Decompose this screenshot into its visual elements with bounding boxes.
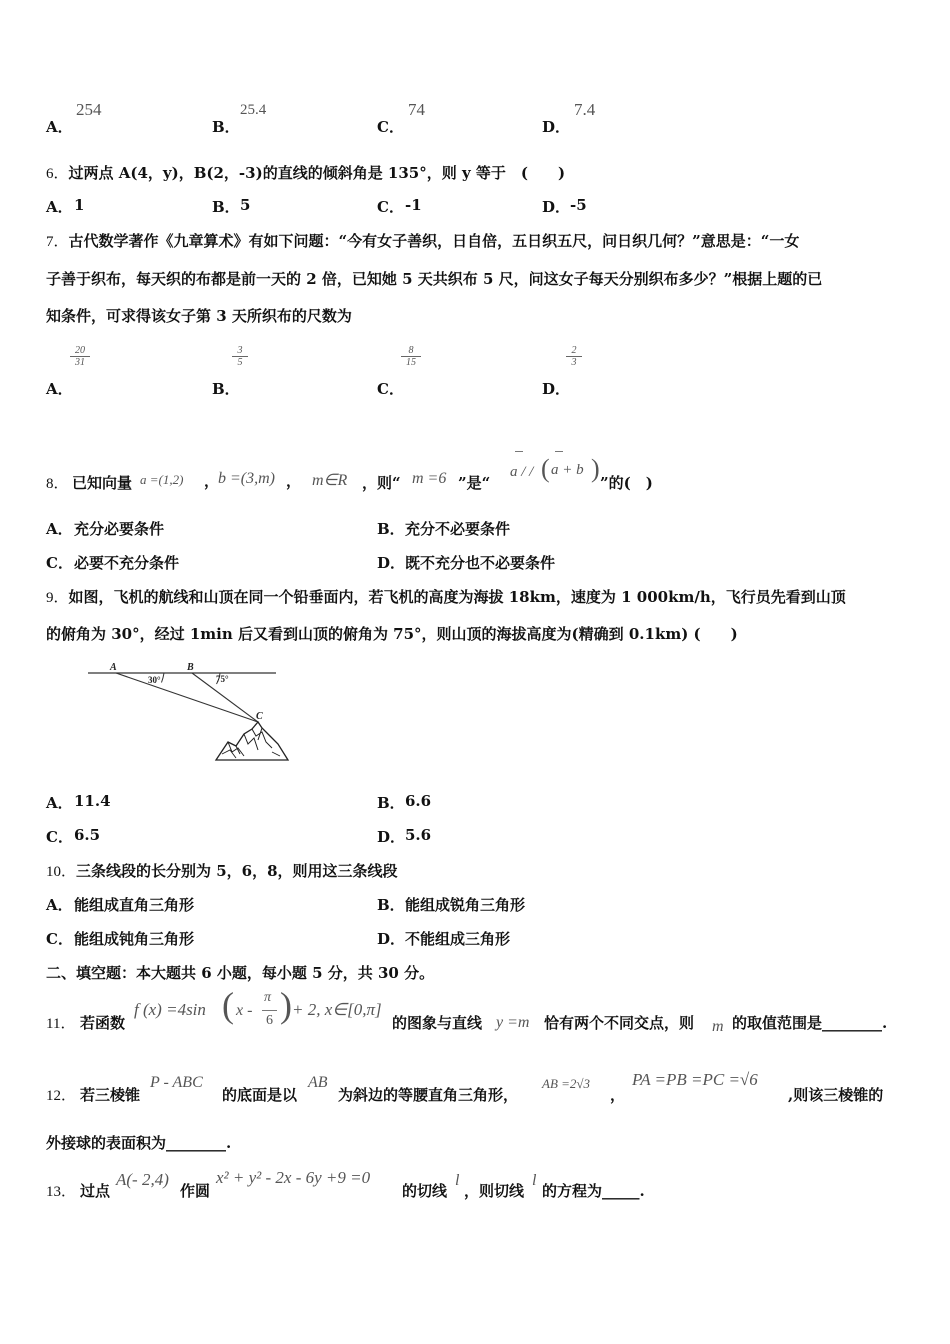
q10-number: 10． [46, 864, 77, 880]
q13-text-1: 过点 [80, 1182, 111, 1200]
q12-text-3: 为斜边的等腰直角三角形， [338, 1086, 519, 1104]
label-a: A [110, 662, 117, 673]
q6-option-a-label: A． [46, 198, 73, 216]
denominator: 3 [571, 357, 577, 368]
q9-option-a-text: 11.4 [74, 792, 111, 810]
q11-function: f (x) =4sin [134, 1000, 206, 1019]
q10-option-c-label: C． [46, 930, 73, 948]
comma: ， [204, 472, 220, 490]
q5-option-a-label: A． [46, 118, 73, 136]
q7-option-c-fraction [401, 345, 421, 369]
q10-text: 三条线段的长分别为 5，6，8，则用这三条线段 [76, 862, 398, 880]
q6-option-a-text: 1 [74, 196, 85, 214]
q10-option-a-text: 能组成直角三角形 [74, 896, 195, 914]
q8-overbar-a [515, 451, 523, 452]
q11-text-3: 恰有两个不同交点，则 [544, 1014, 695, 1032]
q8-option-b-label: B． [377, 520, 405, 538]
q8-text-1: 已知向量 [72, 474, 133, 492]
numerator: 8 [401, 345, 421, 357]
q5-option-c-value: 74 [408, 100, 425, 119]
q11-paren-right: ) [280, 985, 292, 1025]
q10-stem [46, 860, 398, 881]
q8-paren-right: ) [591, 454, 600, 483]
q9-option-d-text: 5.6 [405, 826, 432, 844]
q9-option-c-label: C． [46, 828, 73, 846]
q9-stem-line-1 [46, 586, 846, 607]
q10-option-d-text: 不能组成三角形 [405, 930, 511, 948]
q13-number: 13． [46, 1184, 77, 1200]
q7-option-b-fraction [232, 345, 248, 369]
q10-option-b-text: 能组成锐角三角形 [405, 896, 526, 914]
q5-option-b-value: 25.4 [240, 102, 267, 118]
section-heading-fill-in: 二、填空题：本大题共 6 小题，每小题 5 分，共 30 分。 [46, 964, 435, 982]
q13-circle-equation: x² + y² - 2x - 6y +9 =0 [216, 1168, 371, 1187]
q7-option-b-label: B． [212, 380, 240, 398]
q8-option-c-label: C． [46, 554, 73, 572]
q8-number: 8． [46, 476, 69, 492]
q8-vector-b: b =(3,m) [218, 470, 276, 487]
label-b: B [187, 662, 194, 673]
q6-option-d-label: D． [542, 198, 571, 216]
denominator: 31 [75, 357, 85, 368]
q9-number: 9． [46, 590, 69, 606]
q10-option-b-label: B． [377, 896, 405, 914]
q5-option-c-label: C． [377, 118, 404, 136]
q13-l-1: l [455, 1172, 460, 1189]
q8-option-d-label: D． [377, 554, 406, 572]
q8-text-4: ”的( ) [600, 474, 653, 492]
angle-arc-30 [162, 673, 165, 683]
sightline-a [116, 673, 258, 722]
q6-option-d-text: -5 [570, 196, 587, 214]
q11-fraction-bar [262, 1010, 277, 1011]
q9-stem-line-2: 的俯角为 30°，经过 1min 后又看到山顶的俯角为 75°，则山顶的海拔高度为(精确到 0.1km) ( ) [46, 625, 738, 643]
q12-separator: ， [610, 1086, 626, 1104]
q11-paren-left: ( [222, 985, 234, 1025]
q12-pyramid: P - ABC [150, 1074, 203, 1091]
label-angle-75: 75° [216, 674, 229, 684]
q8-m-equals-6: m =6 [412, 470, 447, 487]
numerator: 20 [70, 345, 90, 357]
numerator: 3 [232, 345, 248, 357]
label-c: C [256, 711, 263, 722]
q8-option-c-text: 必要不充分条件 [74, 554, 180, 572]
q5-option-d-value: 7.4 [574, 100, 596, 119]
denominator: 5 [237, 357, 243, 368]
q11-text-2: 的图象与直线 [392, 1014, 483, 1032]
q6-option-c-label: C． [377, 198, 404, 216]
q6-option-b-text: 5 [240, 196, 251, 214]
q7-stem-line-3: 知条件，可求得该女子第 3 天所织布的尺数为 [46, 307, 352, 325]
q11-number: 11． [46, 1016, 76, 1032]
q5-option-a-value: 254 [76, 100, 102, 119]
q12-text-2: 的底面是以 [222, 1086, 298, 1104]
q13-point: A(- 2,4) [116, 1170, 169, 1189]
q9-text-1: 如图，飞机的航线和山顶在同一个铅垂面内，若飞机的高度为海拔 18km，速度为 1 000km/h，飞行员先看到山顶 [68, 588, 846, 606]
q11-text-4: 的取值范围是________. [732, 1014, 888, 1032]
q13-l-2: l [532, 1172, 537, 1189]
q7-option-d-fraction [566, 345, 582, 369]
q7-stem-line-1 [46, 230, 799, 251]
q8-text-2: ，则“ [362, 474, 401, 492]
q12-ab-length: AB =2√3 [542, 1076, 591, 1091]
q7-number: 7． [46, 234, 69, 250]
q8-option-d-text: 既不充分也不必要条件 [405, 554, 556, 572]
q13-text-5: 的方程为_____. [542, 1182, 645, 1200]
q11-line: y =m [496, 1014, 530, 1031]
q10-option-c-text: 能组成钝角三角形 [74, 930, 195, 948]
q12-text-4: ,则该三棱锥的 [788, 1086, 884, 1104]
q6-number: 6． [46, 166, 69, 182]
q11-m: m [712, 1018, 724, 1035]
q8-text-3: ”是“ [458, 474, 491, 492]
q8-parallel-a: a / / [510, 464, 534, 480]
q6-option-c-text: -1 [405, 196, 422, 214]
q8-paren-left: ( [541, 454, 550, 483]
q7-option-a-label: A． [46, 380, 73, 398]
q13-text-4: ，则切线 [464, 1182, 525, 1200]
q7-stem-line-2: 子善于织布，每天织的布都是前一天的 2 倍，已知她 5 天共织布 5 尺，问这女子每天分别织布多少？”根据上题的已 [46, 270, 823, 288]
denominator: 15 [406, 357, 416, 368]
q11-text-1: 若函数 [80, 1014, 126, 1032]
q8-option-a-text: 充分必要条件 [74, 520, 165, 538]
q12-equal-edges: PA =PB =PC =√6 [632, 1070, 758, 1089]
q8-overbar-a2 [555, 451, 563, 452]
q11-six: 6 [266, 1013, 273, 1028]
q9-option-b-label: B． [377, 794, 405, 812]
q7-option-d-label: D． [542, 380, 571, 398]
numerator: 2 [566, 345, 582, 357]
q11-domain: + 2, x∈[0,π] [292, 1000, 382, 1019]
q7-text-1: 古代数学著作《九章算术》有如下问题：“今有女子善织，日自倍，五日织五尺，问日织几何？”意思是：“一女 [68, 232, 800, 250]
q8-option-b-text: 充分不必要条件 [405, 520, 511, 538]
q5-option-b-label: B． [212, 118, 240, 136]
q12-line-2: 外接球的表面积为________. [46, 1134, 232, 1152]
q9-option-a-label: A． [46, 794, 73, 812]
q8-a-plus-b: a + b [551, 462, 584, 478]
q6-option-b-label: B． [212, 198, 240, 216]
q6-text: 过两点 A(4，y)，B(2，-3)的直线的倾斜角是 135°，则 y 等于 ( ) [68, 164, 566, 182]
q12-text-1: 若三棱锥 [80, 1086, 141, 1104]
q11-inner: x - [236, 1002, 253, 1019]
q13-text-2: 作圆 [180, 1182, 211, 1200]
q13-text-3: 的切线 [402, 1182, 448, 1200]
q12-ab: AB [308, 1074, 328, 1091]
q9-figure [86, 656, 292, 766]
q9-option-b-text: 6.6 [405, 792, 432, 810]
q10-option-d-label: D． [377, 930, 406, 948]
q5-option-d-label: D． [542, 118, 571, 136]
q9-option-c-text: 6.5 [74, 826, 101, 844]
label-angle-30: 30° [148, 675, 161, 685]
q7-option-a-fraction [70, 345, 90, 369]
q12-number: 12． [46, 1088, 77, 1104]
q11-pi: π [264, 990, 272, 1005]
q8-option-a-label: A． [46, 520, 73, 538]
q10-option-a-label: A． [46, 896, 73, 914]
q8-m-in-r: m∈R [312, 472, 348, 489]
q8-vector-a: a =(1,2) [140, 472, 184, 487]
q7-option-c-label: C． [377, 380, 404, 398]
q9-option-d-label: D． [377, 828, 406, 846]
comma: ， [286, 472, 302, 490]
q6-stem [46, 162, 565, 183]
